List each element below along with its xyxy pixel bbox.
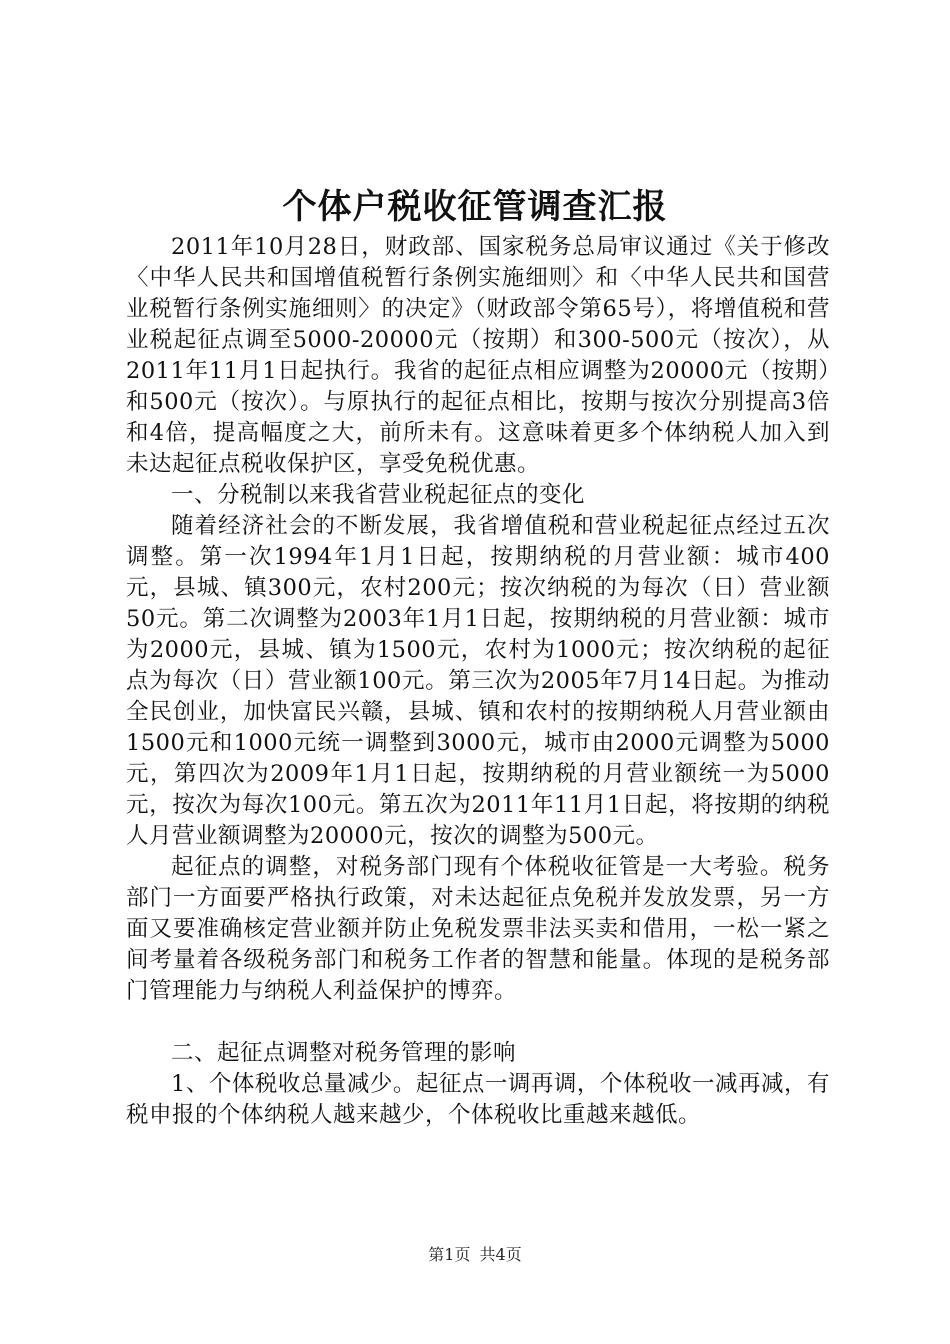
paragraph-intro: 2011年10月28日，财政部、国家税务总局审议通过《关于修改〈中华人民共和国增值税暂行条例实施细则〉和〈中华人民共和国营业税暂行条例实施细则〉的决定》（财政部令第65号），将增值税和营业税起征点调至5000-20000元（按期）和300-500元（按次），从2011年11月1日起执行。我省的起征点相应调整为20000元（按期）和500元（按次）。与原执行的起征点相比，按期与按次分别提高3倍和4倍，提高幅度之大，前所未有。这意味着更多个体纳税人加入到未达起征点税收保护区，享受免税优惠。 xyxy=(126,234,830,477)
page-total: 共4页 xyxy=(479,1245,522,1264)
paragraph-threshold-history: 随着经济社会的不断发展，我省增值税和营业税起征点经过五次调整。第一次1994年1月1日起，按期纳税的月营业额：城市400元，县城、镇300元，农村200元；按次纳税的为每次（日）营业额50元。第二次调整为2003年1月1日起，按期纳税的月营业额：城市为2000元，县城、镇为1500元，农村为1000元；按次纳税的起征点为每次（日）营业额100元。第三次为2005年7月14日起。为推动全民创业，加快富民兴赣，县城、镇和农村的按期纳税人月营业额由1500元和1000元统一调整到3000元，城市由2000元调整为5000元，第四次为2009年1月1日起，按期纳税的月营业额统一为5000元，按次为每次100元。第五次为2011年11月1日起，将按期的纳税人月营业额调整为20000元，按次的调整为500元。 xyxy=(126,513,830,849)
paragraph-impact-1: 1、个体税收总量减少。起征点一调再调，个体税收一减再减，有税申报的个体纳税人越来越少，个体税收比重越来越低。 xyxy=(126,1071,830,1128)
page-number: 第1页 xyxy=(428,1245,471,1264)
document-body xyxy=(126,232,830,1131)
section-heading-2: 二、起征点调整对税务管理的影响 xyxy=(171,1040,517,1066)
paragraph-challenge: 起征点的调整，对税务部门现有个体税收征管是一大考验。税务部门一方面要严格执行政策，对未达起征点免税并发放发票，另一方面又要准确核定营业额并防止免税发票非法买卖和借用，一松一紧之间考量着各级税务部门和税务工作者的智慧和能量。体现的是税务部门管理能力与纳税人利益保护的博弈。 xyxy=(126,854,830,1004)
document-title: 个体户税收征管调查汇报 xyxy=(282,187,668,227)
section-heading-1: 一、分税制以来我省营业税起征点的变化 xyxy=(171,482,586,508)
paragraph-gap xyxy=(126,1007,830,1038)
page-footer xyxy=(0,1244,950,1266)
